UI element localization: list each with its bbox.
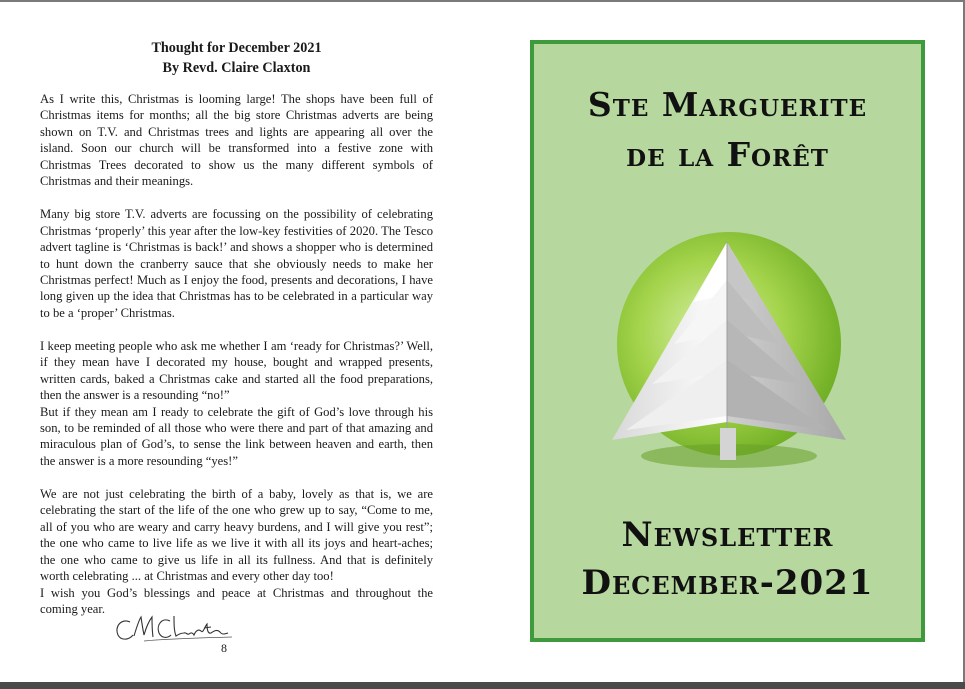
window-frame-bottom (0, 682, 965, 689)
christmas-tree-icon (602, 232, 856, 472)
cover-title-line-2: de la Forêt (626, 135, 829, 174)
article-title: Thought for December 2021 (151, 40, 322, 56)
cover-subtitle-line-2: December-2021 (581, 563, 874, 603)
article-body (40, 91, 433, 617)
cover-subtitle-line-1: Newsletter (621, 515, 834, 555)
page-number: 8 (221, 641, 227, 655)
article-paragraph-3: I keep meeting people who ask me whether I am ‘ready for Christmas?’ Well, if they mean have I decorated my house, bought and wrapped presents, written cards, baked a Christmas cake and started all the food preparations, then the answer is a resounding “no!” (40, 338, 433, 403)
cover-title-line-1: Ste Marguerite (587, 85, 868, 124)
window-frame-top (0, 0, 965, 2)
article-paragraph-2: Many big store T.V. adverts are focussing on the possibility of celebrating Christmas ‘properly’ this year after the low-key festivities of 2020. The Tesco advert tagline is ‘Christmas is back!’ and shows a shopper who is determined to hunt down the cranberry sauce that she obviously needs to make her Christmas perfect! Much as I enjoy the food, presents and decorations, I have long given up the idea that Christmas has to be celebrated in a particular way to be a ‘proper’ Christmas. (40, 207, 433, 320)
article-paragraph-4: But if they mean am I ready to celebrate the gift of God’s love through his son, to be reminded of all those who were there and part of that amazing and miraculous plan of God’s, to sense the link between heaven and earth, then the answer is a more resounding “yes!” (40, 404, 433, 468)
article-paragraph-5: We are not just celebrating the birth of a baby, lovely as that is, we are celebrating the start of the life of the one who grew up to say, “Come to me, all of you who are weary and carry heavy burdens, and I will give you rest”; the one who came to live life as we live it with all its joys and heart-aches; the one who came to give us life in all its fullness. And that is definitely worth celebrating ... at Christmas and every other day too! (40, 486, 433, 584)
article-author: By Revd. Claire Claxton (162, 60, 311, 76)
article-paragraph-6: I wish you God’s blessings and peace at Christmas and throughout the coming year. (40, 585, 433, 616)
newsletter-cover (530, 40, 925, 642)
article-page (40, 38, 433, 617)
article-heading (40, 38, 433, 78)
article-paragraph-1: As I write this, Christmas is looming large! The shops have been full of Christmas items for months; all the big store Christmas adverts are being shown on T.V. and Christmas trees and lights are appearing all over the island. Soon our church will be transformed into a festive zone with Christmas Trees decorated to show us the many different symbols of Christmas and their meanings. (40, 92, 433, 189)
